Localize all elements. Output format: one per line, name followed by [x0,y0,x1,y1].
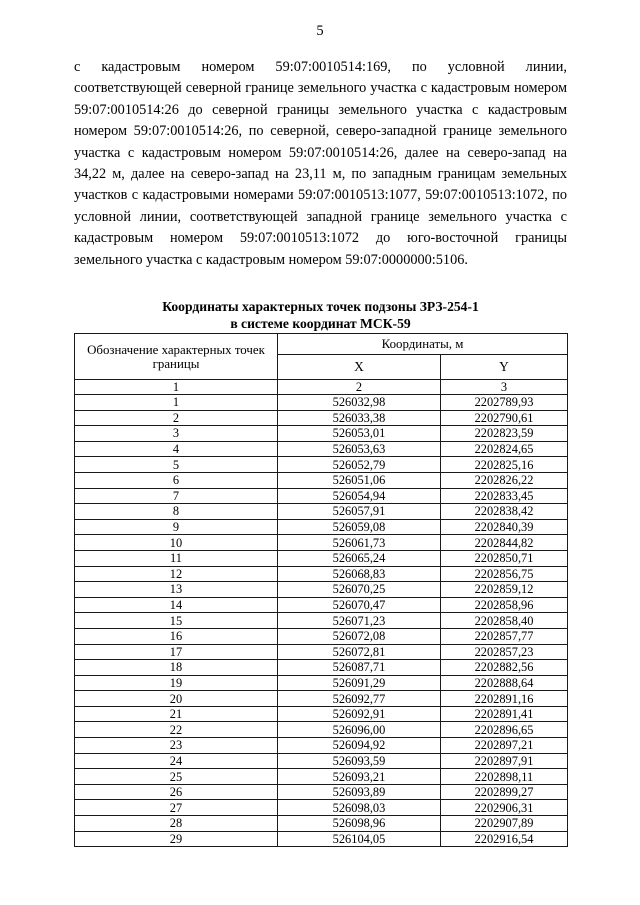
cell-point-label: 23 [75,738,278,754]
cell-point-label: 13 [75,582,278,598]
cell-coordinate-x: 526072,81 [278,644,441,660]
cell-coordinate-y: 2202857,23 [441,644,568,660]
table-row [75,784,568,800]
cell-coordinate-x: 526054,94 [278,488,441,504]
cell-coordinate-y: 2202833,45 [441,488,568,504]
cell-coordinate-y: 2202896,65 [441,722,568,738]
table-row [75,472,568,488]
table-row [75,457,568,473]
cell-point-label: 25 [75,769,278,785]
table-row [75,831,568,847]
cell-coordinate-y: 2202916,54 [441,831,568,847]
table-row [75,660,568,676]
table-row [75,613,568,629]
cell-coordinate-y: 2202891,41 [441,706,568,722]
table-row [75,769,568,785]
column-header-y: Y [441,355,568,380]
table-row [75,706,568,722]
cell-coordinate-x: 526092,91 [278,706,441,722]
table-row [75,753,568,769]
cell-coordinate-x: 526071,23 [278,613,441,629]
cell-coordinate-y: 2202840,39 [441,519,568,535]
cell-coordinate-y: 2202825,16 [441,457,568,473]
cell-coordinate-x: 526057,91 [278,504,441,520]
cell-coordinate-y: 2202888,64 [441,675,568,691]
cell-coordinate-x: 526052,79 [278,457,441,473]
page-number: 5 [316,23,324,39]
column-number-3: 3 [441,380,568,395]
cell-coordinate-y: 2202850,71 [441,550,568,566]
cell-coordinate-x: 526070,25 [278,582,441,598]
cell-coordinate-y: 2202858,40 [441,613,568,629]
table-column-numbering-row [75,380,568,395]
cell-coordinate-y: 2202824,65 [441,441,568,457]
cell-point-label: 6 [75,472,278,488]
cell-coordinate-y: 2202907,89 [441,816,568,832]
cell-coordinate-x: 526091,29 [278,675,441,691]
cell-coordinate-y: 2202897,91 [441,753,568,769]
document-content [74,57,567,332]
cell-coordinate-x: 526033,38 [278,410,441,426]
cell-point-label: 8 [75,504,278,520]
cell-point-label: 20 [75,691,278,707]
cell-coordinate-y: 2202898,11 [441,769,568,785]
cell-point-label: 29 [75,831,278,847]
cell-coordinate-x: 526051,06 [278,472,441,488]
column-header-point-label: Обозначение характерных точек границы [75,334,278,380]
cell-point-label: 2 [75,410,278,426]
cell-coordinate-y: 2202858,96 [441,597,568,613]
cell-point-label: 3 [75,426,278,442]
column-header-x: X [278,355,441,380]
cell-coordinate-x: 526093,89 [278,784,441,800]
cell-point-label: 15 [75,613,278,629]
cell-coordinate-y: 2202789,93 [441,395,568,411]
table-row [75,550,568,566]
cell-point-label: 26 [75,784,278,800]
cell-coordinate-x: 526053,01 [278,426,441,442]
table-row [75,675,568,691]
coordinates-table-wrapper [74,333,567,847]
cell-point-label: 9 [75,519,278,535]
cell-point-label: 21 [75,706,278,722]
cell-coordinate-x: 526087,71 [278,660,441,676]
table-title [74,271,567,332]
cell-point-label: 5 [75,457,278,473]
column-number-2: 2 [278,380,441,395]
cell-point-label: 28 [75,816,278,832]
cell-point-label: 16 [75,628,278,644]
cell-point-label: 18 [75,660,278,676]
table-row [75,426,568,442]
cell-point-label: 17 [75,644,278,660]
cell-point-label: 24 [75,753,278,769]
cell-coordinate-y: 2202899,27 [441,784,568,800]
cell-coordinate-y: 2202891,16 [441,691,568,707]
cell-coordinate-y: 2202882,56 [441,660,568,676]
table-row [75,441,568,457]
table-row [75,800,568,816]
table-row [75,566,568,582]
cell-coordinate-y: 2202838,42 [441,504,568,520]
cell-coordinate-x: 526098,03 [278,800,441,816]
cell-coordinate-x: 526094,92 [278,738,441,754]
column-number-1: 1 [75,380,278,395]
cell-coordinate-x: 526053,63 [278,441,441,457]
cell-point-label: 19 [75,675,278,691]
table-row [75,395,568,411]
table-head [75,334,568,395]
cell-coordinate-x: 526059,08 [278,519,441,535]
cell-coordinate-x: 526098,96 [278,816,441,832]
cell-coordinate-x: 526096,00 [278,722,441,738]
table-row [75,644,568,660]
table-row [75,722,568,738]
cell-point-label: 4 [75,441,278,457]
cell-coordinate-y: 2202856,75 [441,566,568,582]
cell-point-label: 27 [75,800,278,816]
cell-coordinate-y: 2202844,82 [441,535,568,551]
cell-coordinate-x: 526093,21 [278,769,441,785]
table-row [75,816,568,832]
cell-coordinate-x: 526092,77 [278,691,441,707]
cell-coordinate-x: 526065,24 [278,550,441,566]
body-paragraph: с кадастровым номером 59:07:0010514:169, по условной линии, соответствующей северной границе земельного участка с кадастровым номером 59:07:0010514:26 до северной границы земельного участка с кадастровым номером 59:07:0010514:26, по северной, северо-западной границе земельного участка с кадастровым номером 59:07:0010514:26, далее на северо-запад на 34,22 м, далее на северо-запад на 23,11 м, по западным границам земельных участков с кадастровыми номерами 59:07:0010513:1077, 59:07:0010513:1072, по условной линии, соответствующей западной границе земельного участка с кадастровым номером 59:07:0010513:1072 до юго-восточной границы земельного участка с кадастровым номером 59:07:0000000:5106. [74,59,567,268]
cell-coordinate-x: 526093,59 [278,753,441,769]
table-row [75,628,568,644]
cell-coordinate-x: 526068,83 [278,566,441,582]
table-row [75,535,568,551]
table-row [75,519,568,535]
table-row [75,738,568,754]
cell-coordinate-y: 2202897,21 [441,738,568,754]
cell-point-label: 22 [75,722,278,738]
cell-coordinate-x: 526032,98 [278,395,441,411]
cell-coordinate-x: 526070,47 [278,597,441,613]
cell-coordinate-y: 2202823,59 [441,426,568,442]
table-row [75,410,568,426]
cell-coordinate-y: 2202857,77 [441,628,568,644]
table-row [75,488,568,504]
cell-coordinate-x: 526072,08 [278,628,441,644]
table-title-line-2: в системе координат МСК-59 [230,315,411,331]
coordinates-table [74,333,568,847]
cell-point-label: 11 [75,550,278,566]
cell-point-label: 10 [75,535,278,551]
table-title-line-1: Координаты характерных точек подзоны ЗРЗ-254-1 [162,299,479,315]
table-row [75,597,568,613]
table-header-row-group [75,334,568,355]
cell-coordinate-y: 2202859,12 [441,582,568,598]
table-row [75,504,568,520]
cell-coordinate-x: 526104,05 [278,831,441,847]
table-row [75,582,568,598]
cell-point-label: 1 [75,395,278,411]
cell-coordinate-y: 2202790,61 [441,410,568,426]
cell-coordinate-x: 526061,73 [278,535,441,551]
cell-point-label: 7 [75,488,278,504]
cell-coordinate-y: 2202826,22 [441,472,568,488]
column-header-coordinates-group: Координаты, м [278,334,568,355]
table-body [75,395,568,847]
cell-coordinate-y: 2202906,31 [441,800,568,816]
table-row [75,691,568,707]
cell-point-label: 12 [75,566,278,582]
cell-point-label: 14 [75,597,278,613]
